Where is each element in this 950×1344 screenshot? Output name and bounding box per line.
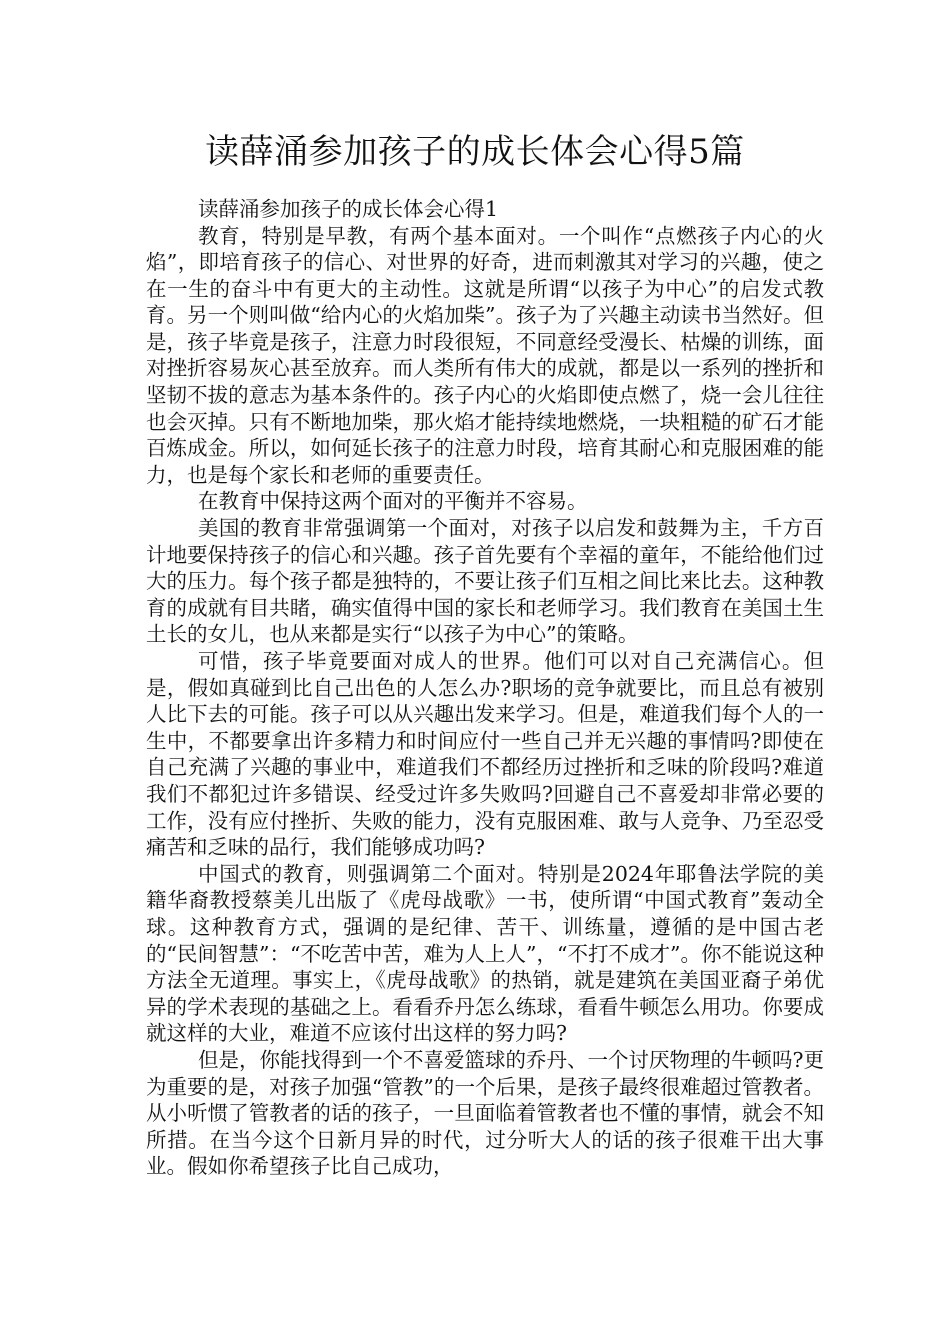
section-heading: 读薛涌参加孩子的成长体会心得1	[198, 197, 499, 221]
document-title: 读薛涌参加孩子的成长体会心得5篇	[205, 132, 745, 172]
document-body	[146, 196, 824, 1180]
paragraph: 美国的教育非常强调第一个面对，对孩子以启发和鼓舞为主，千方百计地要保持孩子的信心和兴趣。孩子首先要有个幸福的童年，不能给他们过大的压力。每个孩子都是独特的，不要让孩子们互相之间比来比去。这种教育的成就有目共睹，确实值得中国的家长和老师学习。我们教育在美国土生土长的女儿，也从来都是实行“以孩子为中心”的策略。	[146, 516, 824, 647]
paragraph: 但是，你能找得到一个不喜爱篮球的乔丹、一个讨厌物理的牛顿吗?更为重要的是，对孩子加强“管教”的一个后果，是孩子最终很难超过管教者。从小听惯了管教者的话的孩子，一旦面临着管教者也不懂的事情，就会不知所措。在当今这个日新月异的时代，过分听大人的话的孩子很难干出大事业。假如你希望孩子比自己成功，	[146, 1047, 824, 1179]
paragraph: 中国式的教育，则强调第二个面对。特别是2024年耶鲁法学院的美籍华裔教授蔡美儿出版了《虎母战歌》一书，使所谓“中国式教育”轰动全球。这种教育方式，强调的是纪律、苦干、训练量，遵循的是中国古老的“民间智慧”：“不吃苦中苦，难为人上人”，“不打不成才”。你不能说这种方法全无道理。事实上，《虎母战歌》的热销，就是建筑在美国亚裔子弟优异的学术表现的基础之上。看看乔丹怎么练球，看看牛顿怎么用功。你要成就这样的大业，难道不应该付出这样的努力吗?	[146, 861, 824, 1046]
paragraph: 可惜，孩子毕竟要面对成人的世界。他们可以对自己充满信心。但是，假如真碰到比自己出色的人怎么办?职场的竞争就要比，而且总有被别人比下去的可能。孩子可以从兴趣出发来学习。但是，难道我们每个人的一生中，不都要拿出许多精力和时间应付一些自己并无兴趣的事情吗?即使在自己充满了兴趣的事业中，难道我们不都经历过挫折和乏味的阶段吗?难道我们不都犯过许多错误、经受过许多失败吗?回避自己不喜爱却非常必要的工作，没有应付挫折、失败的能力，没有克服困难、敢与人竞争、乃至忍受痛苦和乏味的品行，我们能够成功吗?	[146, 649, 824, 860]
paragraph: 在教育中保持这两个面对的平衡并不容易。	[198, 489, 588, 514]
paragraph: 教育，特别是早教，有两个基本面对。一个叫作“点燃孩子内心的火焰”，即培育孩子的信心、对世界的好奇，进而刺激其对学习的兴趣，使之在一生的奋斗中有更大的主动性。这就是所谓“以孩子为中心”的启发式教育。另一个则叫做“给内心的火焰加柴”。孩子为了兴趣主动读书当然好。但是，孩子毕竟是孩子，注意力时段很短，不同意经受漫长、枯燥的训练，面对挫折容易灰心甚至放弃。而人类所有伟大的成就，都是以一系列的挫折和坚韧不拔的意志为基本条件的。孩子内心的火焰即使点燃了，烧一会儿往往也会灭掉。只有不断地加柴，那火焰才能持续地燃烧，一块粗糙的矿石才能百炼成金。所以，如何延长孩子的注意力时段，培育其耐心和克服困难的能力，也是每个家长和老师的重要责任。	[146, 223, 824, 487]
